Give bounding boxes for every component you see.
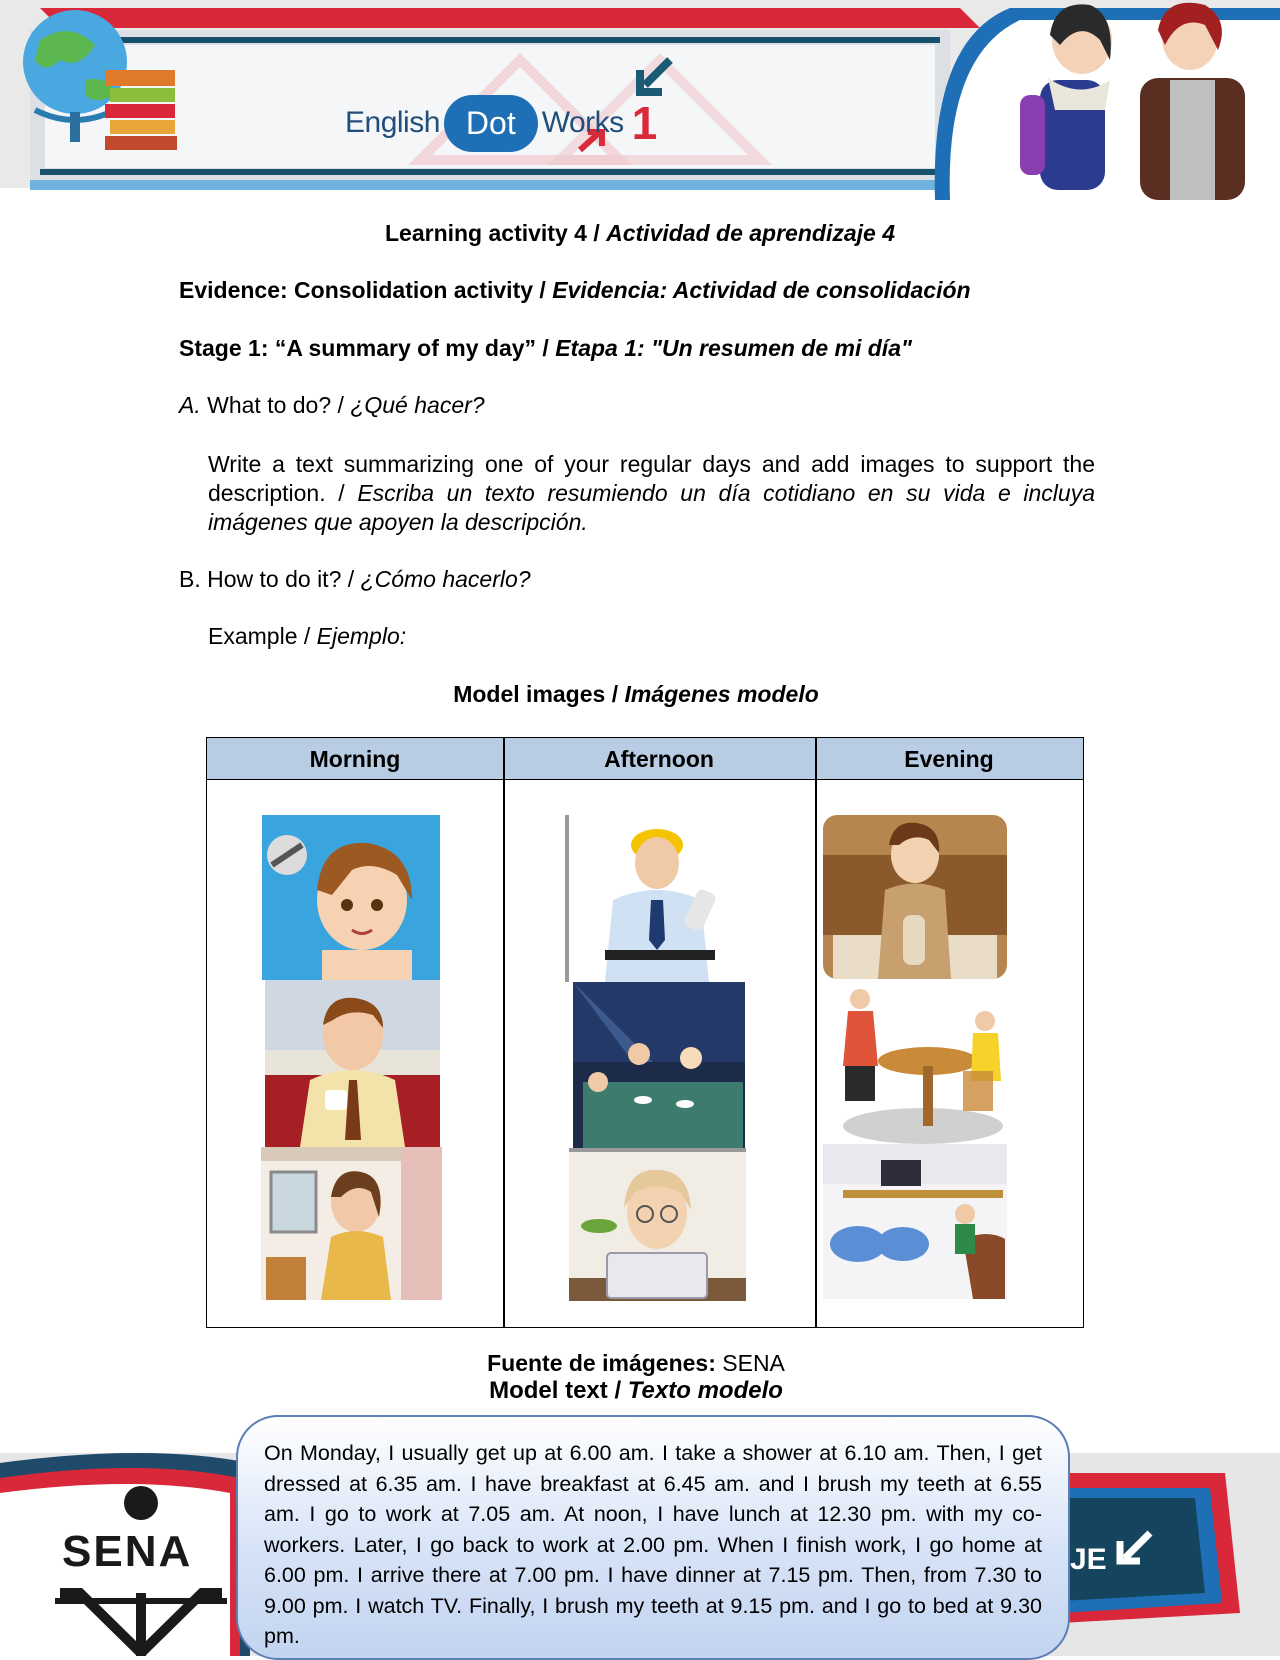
model-images-title: [0, 680, 1272, 708]
footer-badge-text: JE: [1070, 1543, 1107, 1576]
model-text-title-en: Model text /: [489, 1377, 628, 1404]
section-b-en: How to do it? /: [200, 566, 361, 592]
stage-title-en: Stage 1: “A summary of my day” /: [179, 335, 556, 361]
instruction-paragraph: [208, 450, 1095, 537]
evidence-title: [179, 276, 971, 304]
evidence-title-es: Evidencia: Actividad de consolidación: [552, 277, 971, 303]
image-source: [0, 1349, 1272, 1377]
model-text-body: On Monday, I usually get up at 6.00 am. I take a shower at 6.10 am. Then, I get dressed at 6.35 am. I have breakfast at 6.45 am. and I brush my teeth at 6.55 am. I go to work at 7.05 am. At noon, I have lunch at 12.30 pm. with my co-workers. Later, I go back to work at 2.00 pm. When I finish work, I go home at 6.00 pm. I arrive there at 7.00 pm. I have dinner at 7.15 pm. Then, from 7.30 to 9.00 pm. I watch TV. Finally, I brush my teeth at 9.15 pm. and I go to bed at 9.30 pm.: [264, 1441, 1042, 1648]
activity-title-en: Learning activity 4 /: [384, 220, 607, 246]
breakfast-phone-image: [265, 980, 440, 1147]
model-images-en: Model images /: [453, 681, 625, 707]
header-morning: Morning: [309, 746, 401, 772]
section-a-letter: A.: [179, 392, 201, 418]
header-afternoon: Afternoon: [604, 746, 714, 772]
instruction-en: Write a text summarizing one of your regular days and add images to support the description. /: [208, 451, 1095, 506]
stage-title: [179, 334, 912, 362]
evidence-title-en: Evidence: Consolidation activity /: [179, 277, 553, 303]
section-b-es: ¿Cómo hacerlo?: [360, 566, 531, 592]
dinner-table-image: [823, 981, 1007, 1144]
section-a-en: What to do? /: [200, 392, 351, 418]
arrive-home-image: [823, 815, 1007, 979]
logo-english: English: [345, 106, 440, 139]
header-banner: [0, 0, 1280, 200]
image-source-label: Fuente de imágenes:: [487, 1350, 716, 1376]
section-a-heading: [179, 391, 485, 419]
model-text-title-es: Texto modelo: [627, 1377, 783, 1404]
section-a-es: ¿Qué hacer?: [350, 392, 485, 418]
books-icon: [105, 70, 177, 150]
table-header-row: [207, 738, 1083, 780]
activity-title: [0, 219, 1280, 247]
header-evening: Evening: [904, 746, 994, 772]
lunch-coworkers-image: [573, 982, 745, 1148]
shower-image: [262, 815, 440, 980]
model-text-box: [236, 1415, 1070, 1660]
english-dot-works-logo: [345, 88, 657, 158]
logo-works: Works: [541, 106, 624, 139]
watch-tv-image: [823, 1144, 1007, 1299]
sena-logo-text: SENA: [62, 1527, 193, 1576]
model-text-title: [0, 1377, 1272, 1405]
teeth-brushing-image: [261, 1147, 442, 1300]
example-en: Example /: [208, 623, 317, 649]
office-computer-image: [569, 1148, 746, 1301]
logo-dot: Dot: [444, 95, 538, 152]
instruction-es: Escriba un texto resumiendo un día cotidiano en su vida e incluya imágenes que apoyen la descripción.: [208, 480, 1095, 535]
logo-number: 1: [631, 97, 658, 149]
activity-title-es: Actividad de aprendizaje 4: [606, 220, 895, 246]
model-images-es: Imágenes modelo: [624, 681, 819, 707]
work-engineer-image: [565, 815, 755, 982]
example-es: Ejemplo:: [316, 623, 407, 649]
section-b-letter: B.: [179, 566, 201, 592]
column-divider: [815, 738, 817, 1327]
section-b-heading: [179, 565, 531, 593]
daily-routine-table: [206, 737, 1084, 1328]
image-source-value: SENA: [715, 1350, 785, 1376]
column-divider: [503, 738, 505, 1327]
example-label: [208, 622, 406, 650]
stage-title-es: Etapa 1: "Un resumen de mi día": [555, 335, 912, 361]
